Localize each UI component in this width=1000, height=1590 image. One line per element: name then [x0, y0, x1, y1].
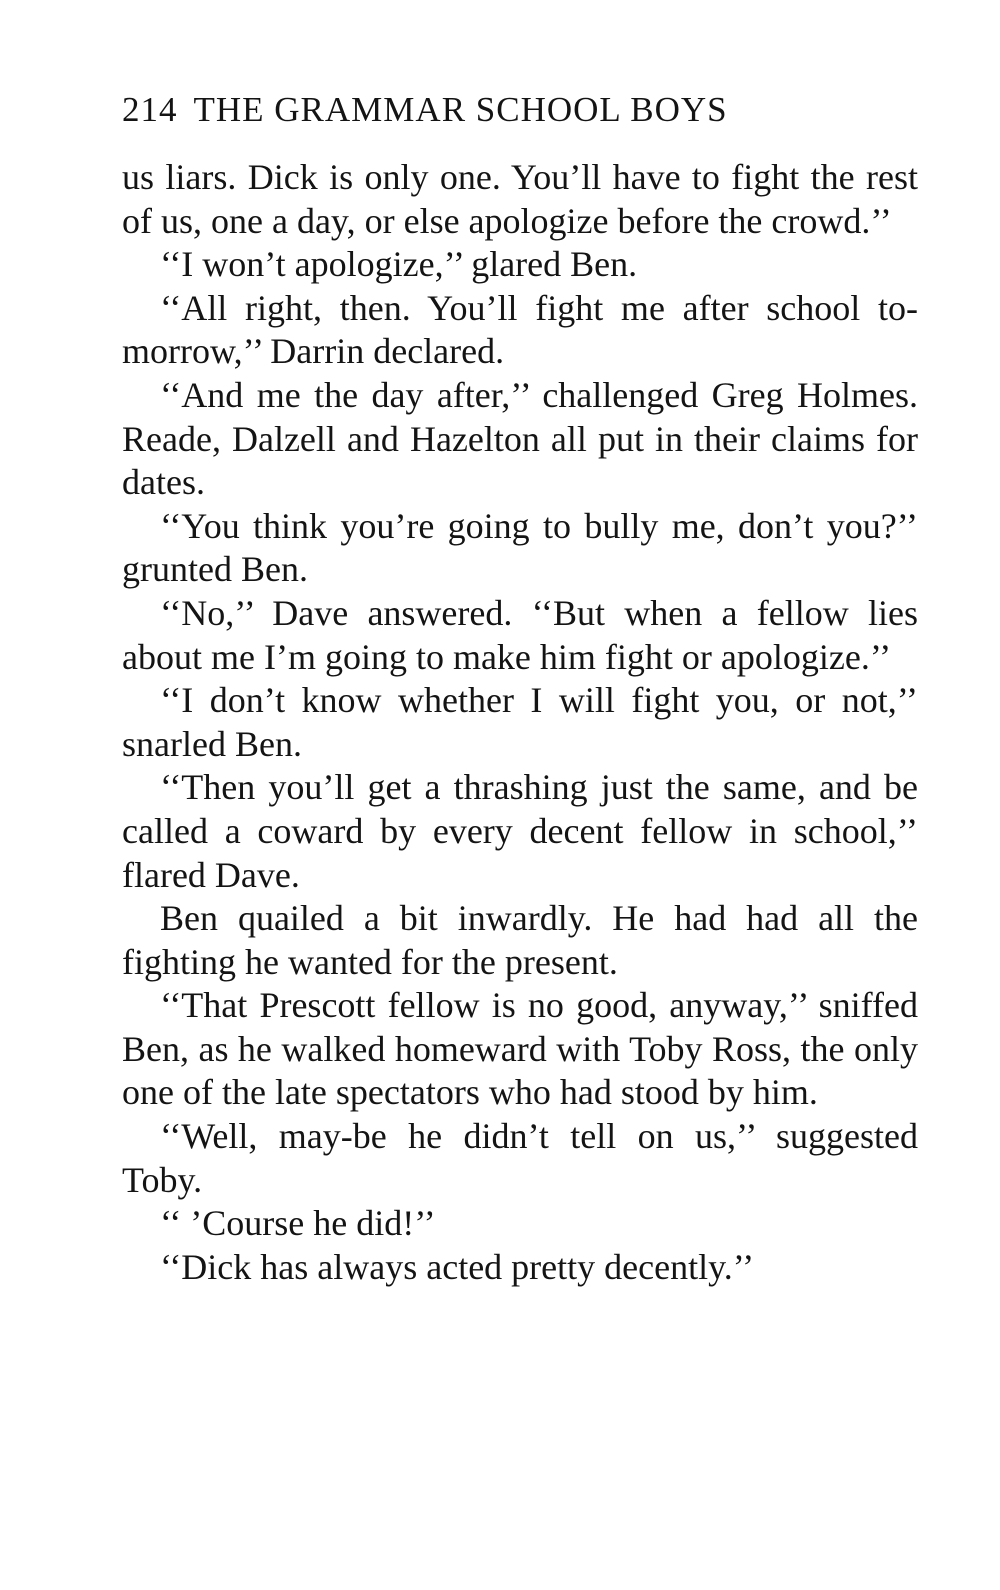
paragraph: ‘‘Then you’ll get a thrashing just the same, and be called a coward by every decent fellow in school,’’ flared Dave.: [122, 767, 918, 895]
paragraph: Ben quailed a bit inwardly. He had had all the fighting he wanted for the present.: [122, 898, 918, 982]
paragraph: ‘‘All right, then. You’ll fight me after school to-morrow,’’ Darrin declared.: [122, 287, 918, 372]
paragraph: ‘‘Dick has always acted pretty decently.’’: [160, 1246, 755, 1287]
running-head: [122, 88, 918, 132]
body-text: [122, 156, 918, 1289]
paragraph: ‘‘I don’t know whether I will fight you, or not,’’ snarled Ben.: [122, 680, 918, 764]
book-title: THE GRAMMAR SCHOOL BOYS: [193, 90, 728, 129]
page-number: 214: [122, 90, 178, 129]
book-page: [122, 88, 918, 1289]
paragraph: ‘‘ ’Course he did!’’: [160, 1203, 436, 1244]
paragraph: ‘‘You think you’re going to bully me, don’t you?’’ grunted Ben.: [122, 505, 918, 590]
paragraph: ‘‘No,’’ Dave answered. ‘‘But when a fellow lies about me I’m going to make him fight or apologize.’’: [122, 592, 918, 677]
paragraph: ‘‘I won’t apologize,’’ glared Ben.: [160, 244, 638, 285]
paragraph: ‘‘Well, may-be he didn’t tell on us,’’ suggested Toby.: [122, 1116, 918, 1200]
paragraph: ‘‘That Prescott fellow is no good, anyway,’’ sniffed Ben, as he walked homeward with Toby Ross, the only one of the late spectators who had stood by him.: [122, 985, 918, 1113]
paragraph: ‘‘And me the day after,’’ challenged Greg Holmes. Reade, Dalzell and Hazelton all put in their claims for dates.: [122, 374, 918, 503]
paragraph: us liars. Dick is only one. You’ll have to fight the rest of us, one a day, or else apologize before the crowd.’’: [122, 157, 918, 241]
